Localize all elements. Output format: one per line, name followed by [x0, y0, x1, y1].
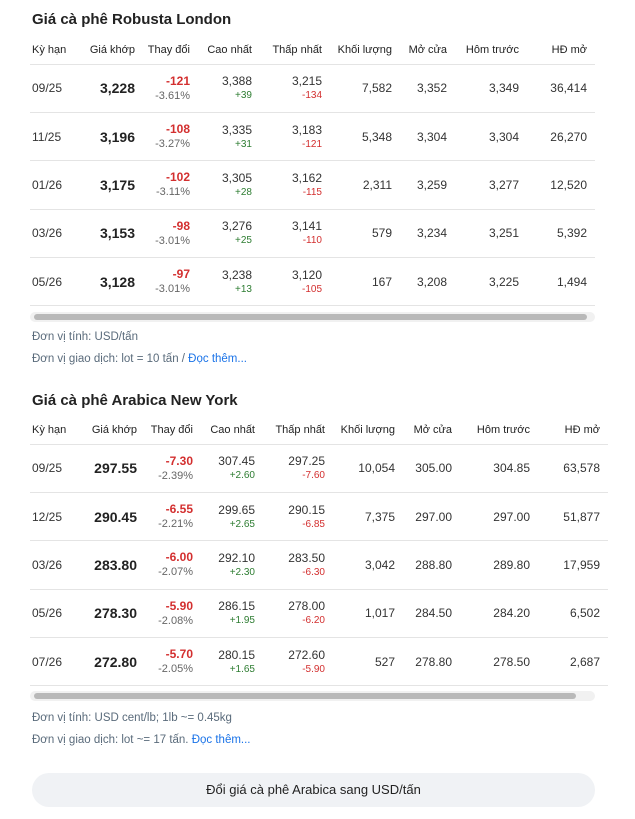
high-cell	[201, 638, 263, 686]
robusta-scrollbar-thumb[interactable]	[34, 314, 587, 320]
high-cell	[198, 209, 260, 257]
change-cell	[145, 492, 201, 540]
high-cell	[198, 161, 260, 209]
price-cell: 278.30	[85, 589, 145, 637]
high-value: 307.45	[218, 454, 255, 469]
arabica-unit-note: Đơn vị tính: USD cent/lb; 1lb ~= 0.45kg	[32, 712, 232, 724]
open-cell: 305.00	[403, 444, 460, 492]
table-row[interactable]	[30, 589, 608, 637]
open-cell: 3,304	[400, 112, 455, 160]
change-percent: -2.08%	[158, 614, 193, 627]
change-value: -6.00	[165, 550, 193, 565]
high-change: +28	[235, 186, 252, 198]
term-cell: 09/25	[30, 444, 85, 492]
low-value: 3,141	[291, 219, 322, 234]
prev-close-cell: 284.20	[460, 589, 538, 637]
robusta-table	[30, 36, 595, 306]
column-header: Thấp nhất	[260, 36, 330, 64]
prev-close-cell: 304.85	[460, 444, 538, 492]
open-cell: 278.80	[403, 638, 460, 686]
arabica-lot-text: Đơn vị giao dịch: lot ~= 17 tấn.	[32, 734, 192, 746]
column-header: HĐ mở	[538, 416, 608, 444]
change-cell	[145, 541, 201, 589]
volume-cell: 10,054	[333, 444, 403, 492]
low-change: -115	[302, 186, 322, 198]
arabica-table-wrap[interactable]	[30, 416, 600, 686]
volume-cell: 1,017	[333, 589, 403, 637]
prev-close-cell: 3,349	[455, 64, 527, 112]
open-cell: 3,208	[400, 258, 455, 306]
column-header: Cao nhất	[201, 416, 263, 444]
low-value: 290.15	[288, 502, 325, 517]
open-interest-cell: 17,959	[538, 541, 608, 589]
robusta-read-more-link[interactable]: Đọc thêm...	[188, 353, 247, 365]
low-cell	[260, 161, 330, 209]
open-interest-cell: 5,392	[527, 209, 595, 257]
change-percent: -2.39%	[158, 469, 193, 482]
arabica-scrollbar[interactable]	[30, 691, 595, 701]
convert-arabica-button[interactable]: Đổi giá cà phê Arabica sang USD/tấn	[32, 773, 595, 807]
low-change: -105	[301, 283, 322, 295]
low-value: 3,183	[291, 122, 322, 137]
price-cell: 283.80	[85, 541, 145, 589]
change-value: -121	[165, 73, 190, 88]
term-cell: 05/26	[30, 589, 85, 637]
low-change: -5.90	[302, 663, 325, 675]
low-value: 272.60	[288, 647, 325, 662]
low-cell	[263, 541, 333, 589]
prev-close-cell: 278.50	[460, 638, 538, 686]
term-cell: 01/26	[30, 161, 85, 209]
column-header: Giá khớp	[85, 36, 143, 64]
high-change: +25	[235, 235, 252, 247]
high-value: 292.10	[218, 550, 255, 565]
column-header: Kỳ hạn	[30, 416, 85, 444]
column-header: Mở cửa	[400, 36, 455, 64]
column-header: Thấp nhất	[263, 416, 333, 444]
price-cell: 3,228	[85, 64, 143, 112]
low-cell	[263, 638, 333, 686]
table-row[interactable]	[30, 258, 595, 306]
term-cell: 03/26	[30, 541, 85, 589]
volume-cell: 2,311	[330, 161, 400, 209]
change-value: -5.70	[165, 647, 193, 662]
high-change: +1.95	[229, 615, 255, 627]
open-cell: 3,234	[400, 209, 455, 257]
header-row	[30, 36, 595, 64]
term-cell: 05/26	[30, 258, 85, 306]
volume-cell: 5,348	[330, 112, 400, 160]
high-change: +2.30	[229, 566, 255, 578]
low-change: -110	[302, 235, 322, 247]
high-change: +31	[235, 138, 252, 150]
header-row	[30, 416, 608, 444]
change-value: -98	[172, 218, 190, 233]
low-change: -6.20	[302, 615, 325, 627]
high-change: +2.60	[229, 470, 255, 482]
change-value: -6.55	[165, 502, 193, 517]
high-value: 286.15	[218, 599, 255, 614]
column-header: Mở cửa	[403, 416, 460, 444]
table-row[interactable]	[30, 112, 595, 160]
robusta-lot-text: Đơn vị giao dịch: lot = 10 tấn /	[32, 353, 189, 365]
table-row[interactable]	[30, 444, 608, 492]
change-percent: -3.01%	[155, 234, 190, 247]
change-percent: -2.21%	[158, 518, 193, 531]
change-percent: -3.61%	[155, 89, 190, 102]
table-row[interactable]	[30, 541, 608, 589]
low-value: 3,162	[291, 170, 322, 185]
column-header: Hôm trước	[460, 416, 538, 444]
change-cell	[145, 589, 201, 637]
price-cell: 297.55	[85, 444, 145, 492]
open-interest-cell: 12,520	[527, 161, 595, 209]
table-row[interactable]	[30, 209, 595, 257]
price-cell: 290.45	[85, 492, 145, 540]
high-change: +39	[235, 90, 252, 102]
column-header: Thay đổi	[145, 416, 201, 444]
high-change: +2.65	[229, 518, 255, 530]
change-value: -97	[172, 267, 190, 282]
high-change: +1.65	[229, 663, 255, 675]
column-header: HĐ mở	[527, 36, 595, 64]
high-value: 3,276	[221, 219, 252, 234]
prev-close-cell: 3,225	[455, 258, 527, 306]
column-header: Kỳ hạn	[30, 36, 85, 64]
open-interest-cell: 6,502	[538, 589, 608, 637]
high-change: +13	[235, 283, 252, 295]
high-value: 3,238	[221, 267, 252, 282]
low-value: 3,120	[291, 267, 322, 282]
low-cell	[260, 258, 330, 306]
high-cell	[201, 589, 263, 637]
high-cell	[201, 444, 263, 492]
high-value: 280.15	[218, 647, 255, 662]
high-cell	[201, 492, 263, 540]
volume-cell: 527	[333, 638, 403, 686]
prev-close-cell: 289.80	[460, 541, 538, 589]
high-cell	[201, 541, 263, 589]
open-cell: 284.50	[403, 589, 460, 637]
term-cell: 11/25	[30, 112, 85, 160]
robusta-scrollbar[interactable]	[30, 312, 595, 322]
change-percent: -2.05%	[158, 663, 193, 676]
change-value: -5.90	[165, 598, 193, 613]
high-cell	[198, 64, 260, 112]
change-cell	[143, 64, 198, 112]
low-change: -6.30	[302, 566, 325, 578]
robusta-unit-note: Đơn vị tính: USD/tấn	[32, 331, 138, 343]
open-cell: 3,352	[400, 64, 455, 112]
open-interest-cell: 2,687	[538, 638, 608, 686]
volume-cell: 7,375	[333, 492, 403, 540]
change-percent: -3.11%	[155, 186, 190, 199]
change-cell	[145, 444, 201, 492]
low-cell	[260, 209, 330, 257]
term-cell: 07/26	[30, 638, 85, 686]
robusta-title: Giá cà phê Robusta London	[32, 11, 232, 28]
column-header: Khối lượng	[333, 416, 403, 444]
column-header: Cao nhất	[198, 36, 260, 64]
high-cell	[198, 258, 260, 306]
high-value: 3,305	[221, 170, 252, 185]
low-value: 278.00	[288, 599, 325, 614]
price-cell: 3,128	[85, 258, 143, 306]
low-cell	[263, 589, 333, 637]
low-cell	[260, 112, 330, 160]
open-interest-cell: 1,494	[527, 258, 595, 306]
change-percent: -3.01%	[155, 283, 190, 296]
prev-close-cell: 297.00	[460, 492, 538, 540]
low-change: -121	[301, 138, 322, 150]
low-value: 297.25	[288, 454, 325, 469]
change-value: -108	[165, 122, 190, 137]
table-row[interactable]	[30, 64, 595, 112]
high-value: 299.65	[218, 502, 255, 517]
term-cell: 03/26	[30, 209, 85, 257]
price-cell: 3,196	[85, 112, 143, 160]
price-cell: 3,153	[85, 209, 143, 257]
low-change: -6.85	[302, 518, 325, 530]
low-change: -134	[301, 90, 322, 102]
low-value: 3,215	[291, 74, 322, 89]
high-value: 3,335	[221, 122, 252, 137]
column-header: Hôm trước	[455, 36, 527, 64]
open-interest-cell: 36,414	[527, 64, 595, 112]
arabica-read-more-link[interactable]: Đọc thêm...	[191, 734, 251, 746]
change-cell	[143, 258, 198, 306]
volume-cell: 167	[330, 258, 400, 306]
change-value: -102	[165, 170, 190, 185]
open-interest-cell: 26,270	[527, 112, 595, 160]
volume-cell: 3,042	[333, 541, 403, 589]
open-cell: 3,259	[400, 161, 455, 209]
arabica-lot-note	[32, 734, 251, 746]
robusta-table-wrap[interactable]	[30, 36, 595, 306]
low-cell	[263, 492, 333, 540]
high-cell	[198, 112, 260, 160]
volume-cell: 7,582	[330, 64, 400, 112]
low-cell	[263, 444, 333, 492]
open-interest-cell: 63,578	[538, 444, 608, 492]
table-row[interactable]	[30, 638, 608, 686]
robusta-lot-note	[32, 353, 247, 365]
column-header: Thay đổi	[143, 36, 198, 64]
price-cell: 272.80	[85, 638, 145, 686]
arabica-title: Giá cà phê Arabica New York	[32, 392, 238, 409]
column-header: Giá khớp	[85, 416, 145, 444]
change-percent: -2.07%	[158, 566, 193, 579]
prev-close-cell: 3,304	[455, 112, 527, 160]
prev-close-cell: 3,251	[455, 209, 527, 257]
low-change: -7.60	[302, 470, 325, 482]
price-cell: 3,175	[85, 161, 143, 209]
prev-close-cell: 3,277	[455, 161, 527, 209]
open-cell: 288.80	[403, 541, 460, 589]
change-cell	[145, 638, 201, 686]
volume-cell: 579	[330, 209, 400, 257]
change-cell	[143, 112, 198, 160]
high-value: 3,388	[221, 74, 252, 89]
change-cell	[143, 161, 198, 209]
term-cell: 09/25	[30, 64, 85, 112]
change-value: -7.30	[165, 453, 193, 468]
term-cell: 12/25	[30, 492, 85, 540]
table-row[interactable]	[30, 161, 595, 209]
open-interest-cell: 51,877	[538, 492, 608, 540]
arabica-table	[30, 416, 608, 686]
table-row[interactable]	[30, 492, 608, 540]
low-cell	[260, 64, 330, 112]
low-value: 283.50	[288, 550, 325, 565]
open-cell: 297.00	[403, 492, 460, 540]
column-header: Khối lượng	[330, 36, 400, 64]
change-cell	[143, 209, 198, 257]
arabica-scrollbar-thumb[interactable]	[34, 693, 576, 699]
change-percent: -3.27%	[155, 138, 190, 151]
